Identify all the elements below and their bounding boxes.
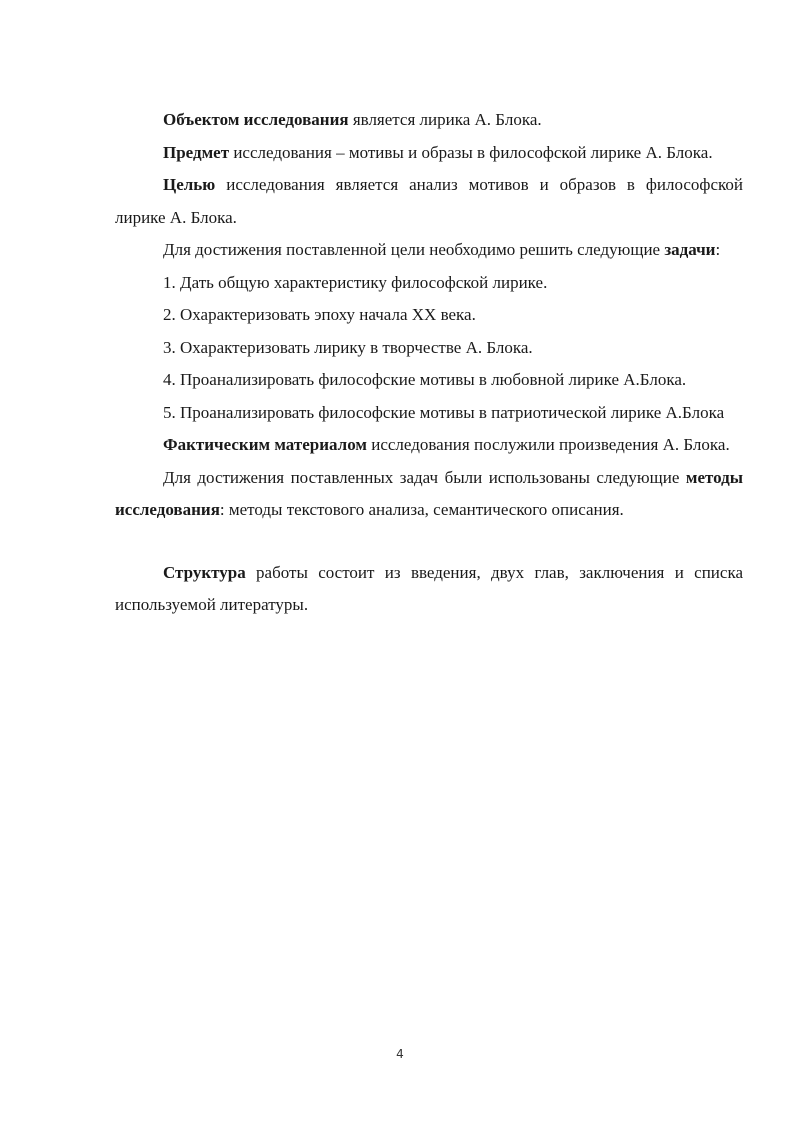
task-item: 2. Охарактеризовать эпоху начала XX века. [163, 305, 476, 324]
factual-material-term: Фактическим материалом [163, 435, 367, 454]
factual-material-text: исследования послужили произведения А. Блока. [366, 435, 730, 454]
tasks-intro-tail: : [715, 240, 721, 259]
tasks-intro-text: Для достижения поставленной цели необходимо решить следующие [163, 240, 665, 259]
methods-intro-text: Для достижения поставленных задач были использованы следующие [163, 467, 686, 487]
research-object-paragraph [115, 104, 743, 137]
tasks-term: задачи [664, 240, 716, 259]
task-item: 1. Дать общую характеристику философской лирике. [163, 272, 548, 292]
research-object-text: является лирика А. Блока. [348, 110, 542, 129]
methods-paragraph [115, 462, 743, 527]
research-goal-text: исследования является анализ мотивов и образов в философской лирике А. Блока. [115, 175, 743, 227]
methods-term: методы исследования [115, 467, 743, 519]
tasks-intro-paragraph [115, 234, 743, 267]
structure-paragraph [115, 557, 743, 622]
task-item: 3. Охарактеризовать лирику в творчестве А. Блока. [163, 337, 533, 357]
task-item: 5. Проанализировать философские мотивы в патриотической лирике А.Блока [163, 402, 725, 422]
research-subject-paragraph [115, 137, 743, 170]
page-number: 4 [396, 1047, 404, 1061]
paragraph-spacer [115, 527, 743, 557]
methods-tail-text: : методы текстового анализа, семантического описания. [219, 500, 624, 519]
research-goal-paragraph [115, 169, 743, 234]
factual-material-paragraph [115, 429, 743, 462]
research-goal-term: Целью [163, 175, 216, 194]
research-subject-term: Предмет [163, 142, 230, 162]
structure-term: Структура [163, 562, 246, 582]
document-body [115, 104, 743, 622]
task-item: 4. Проанализировать философские мотивы в любовной лирике А.Блока. [163, 370, 687, 389]
structure-text: работы состоит из введения, двух глав, заключения и списка используемой литературы. [115, 562, 743, 614]
research-subject-text: исследования – мотивы и образы в философской лирике А. Блока. [229, 142, 713, 162]
research-object-term: Объектом исследования [163, 110, 349, 129]
